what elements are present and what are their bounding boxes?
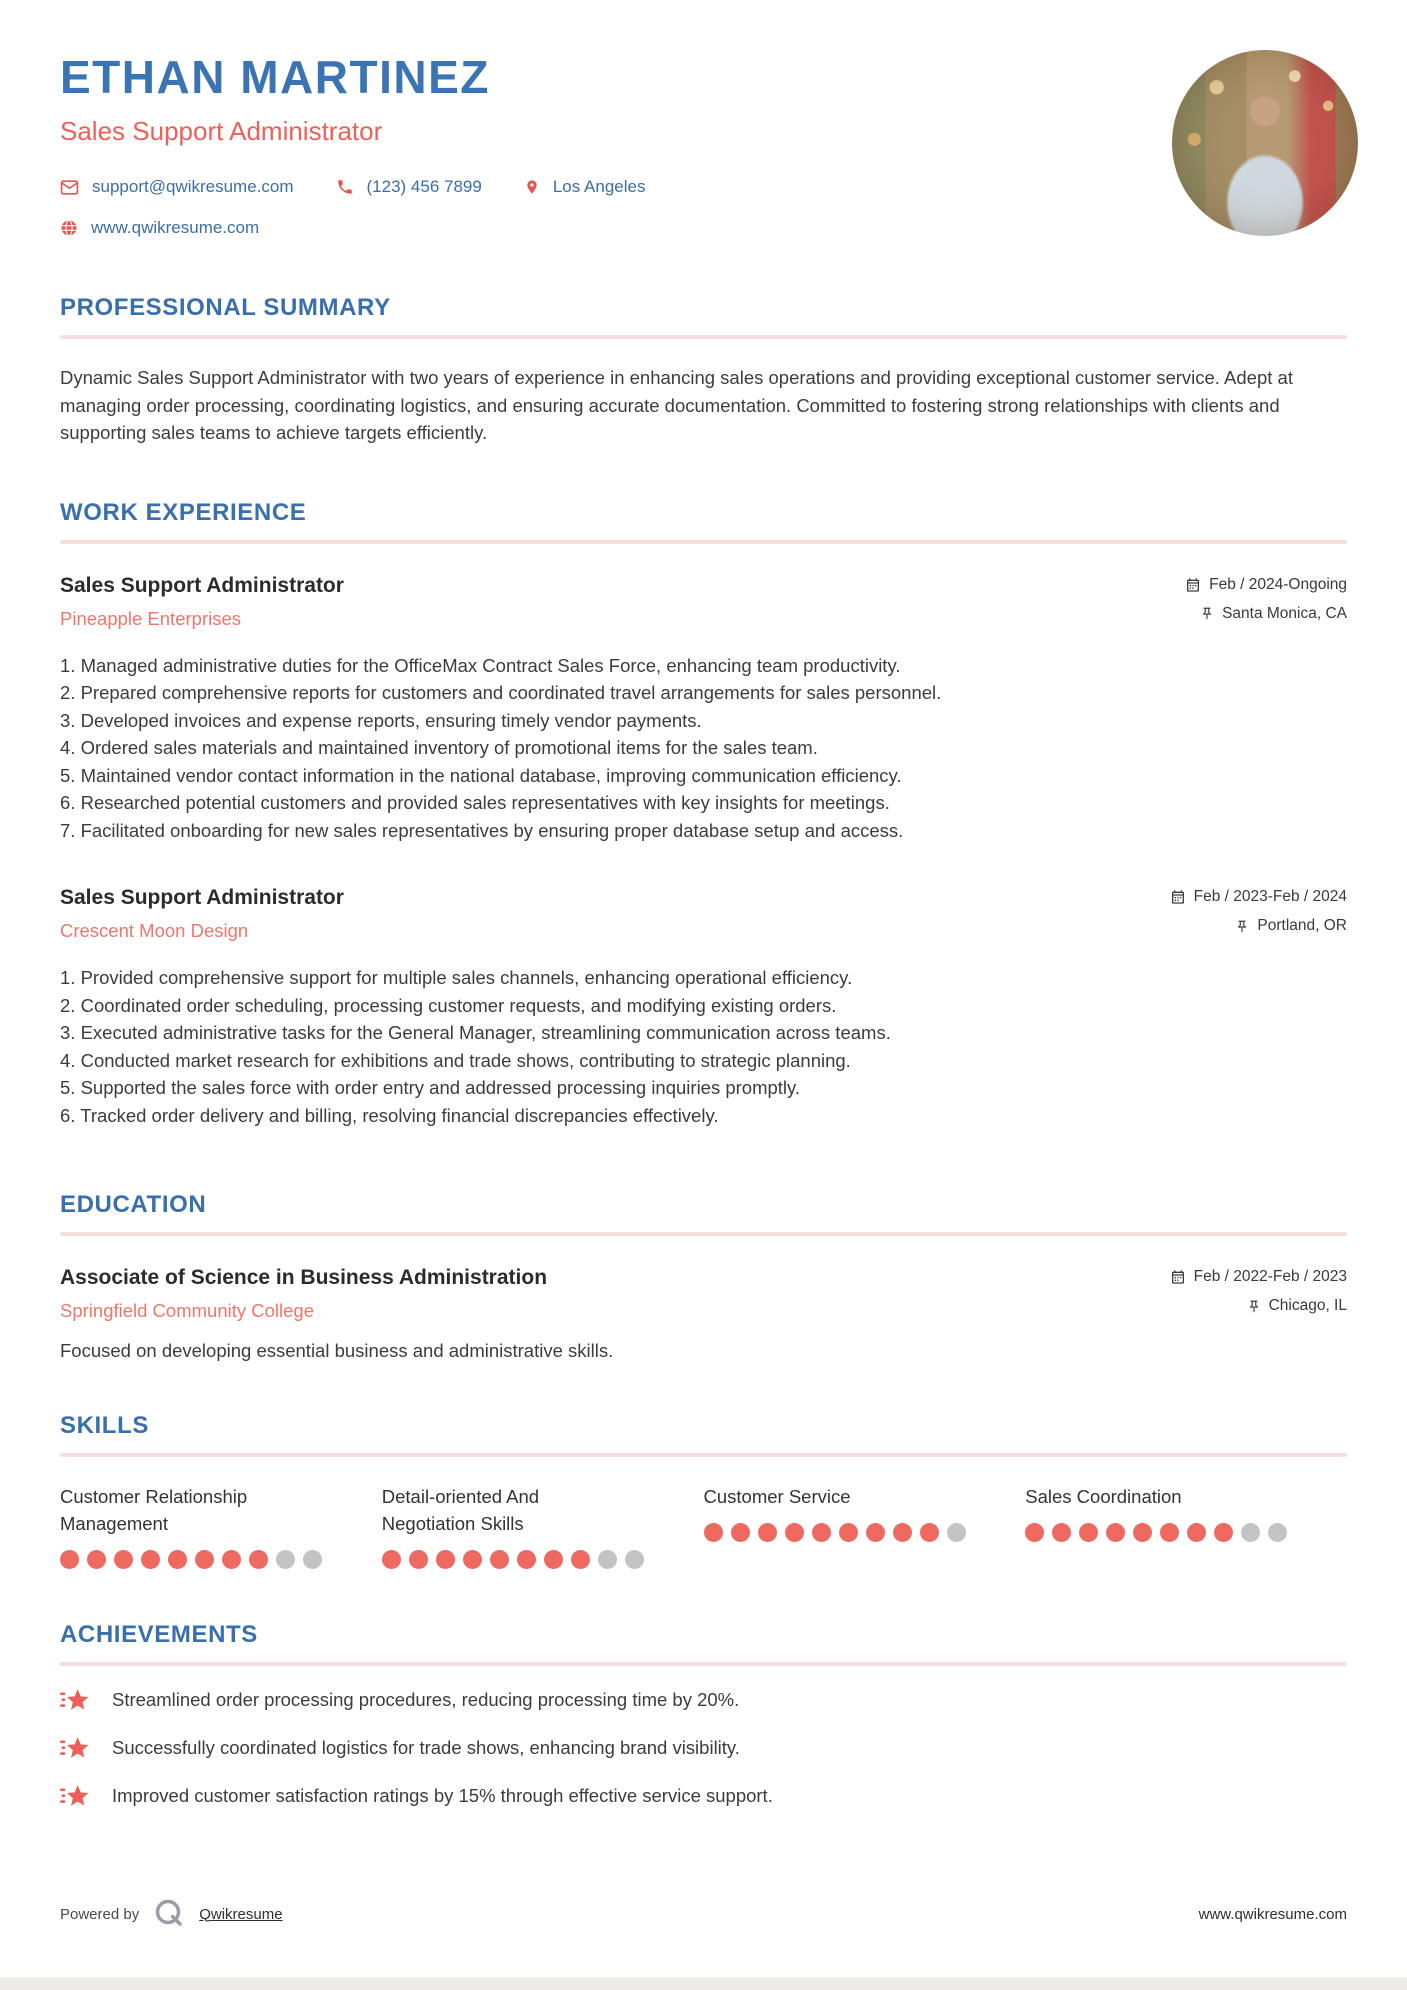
rating-dot-filled	[249, 1550, 268, 1569]
person-job-title: Sales Support Administrator	[60, 116, 383, 146]
education-entry	[60, 1266, 1347, 1362]
rating-dot-filled	[168, 1550, 187, 1569]
skills-heading: SKILLS	[60, 1412, 149, 1439]
person-name: ETHAN MARTINEZ	[60, 51, 490, 103]
phone-icon	[336, 178, 354, 196]
bullet-item: Managed administrative duties for the OfficeMax Contract Sales Force, enhancing team productivity.	[80, 654, 901, 676]
bullet-item: Provided comprehensive support for multiple sales channels, enhancing operational efficiency.	[80, 967, 853, 988]
contact-location	[524, 177, 646, 197]
section-divider	[60, 1453, 1347, 1457]
skill-name: Detail-oriented And Negotiation Skills	[381, 1486, 540, 1534]
rating-dot-filled	[839, 1523, 858, 1542]
rating-dot-filled	[1214, 1523, 1233, 1542]
rating-dot-filled	[195, 1550, 214, 1569]
shooting-star-icon	[60, 1734, 90, 1762]
job-header	[60, 574, 1347, 630]
section-divider	[60, 540, 1347, 544]
contact-phone[interactable]	[336, 177, 482, 197]
rating-dot-filled	[785, 1523, 804, 1542]
page-footer	[60, 1896, 1347, 1932]
summary-heading: PROFESSIONAL SUMMARY	[60, 294, 391, 321]
job-meta	[1185, 574, 1347, 623]
skill-rating	[60, 1550, 354, 1569]
bottom-strip	[0, 1977, 1407, 1990]
footer-brand-group	[60, 1896, 283, 1932]
education-heading: EDUCATION	[60, 1191, 207, 1218]
achievement-item	[60, 1686, 1347, 1714]
resume-header	[60, 0, 1347, 238]
rating-dot-filled	[490, 1550, 509, 1569]
profile-photo	[1172, 50, 1358, 236]
shooting-star-icon	[60, 1686, 90, 1714]
rating-dot-empty	[598, 1550, 617, 1569]
job-date-row	[1170, 888, 1347, 906]
bullet-item: Prepared comprehensive reports for customers and coordinated travel arrangements for sales personnel.	[80, 682, 942, 703]
achievements-list	[60, 1686, 1347, 1810]
footer-site-url: www.qwikresume.com	[1198, 1905, 1347, 1923]
job-company: Crescent Moon Design	[60, 920, 249, 941]
rating-dot-filled	[141, 1550, 160, 1569]
rating-dot-filled	[463, 1550, 482, 1569]
job-meta	[1170, 886, 1347, 935]
rating-dot-filled	[1052, 1523, 1071, 1542]
powered-by-label: Powered by	[60, 1905, 140, 1923]
q-mark-icon	[151, 1896, 187, 1932]
job-location: Santa Monica, CA	[1222, 604, 1347, 622]
bullet-item: Conducted market research for exhibitions and trade shows, contributing to strategic planning.	[80, 1049, 851, 1071]
job-entry-1	[60, 574, 1347, 845]
job-title: Sales Support Administrator	[60, 886, 344, 909]
job-location-row	[1200, 605, 1347, 623]
bullet-item: Researched potential customers and provided sales representatives with key insights for meetings.	[80, 792, 890, 813]
pushpin-icon	[1200, 606, 1214, 621]
rating-dot-empty	[625, 1550, 644, 1569]
contact-row	[60, 177, 1347, 197]
skill-item	[704, 1483, 1026, 1569]
calendar-icon	[1170, 1269, 1186, 1285]
bullet-item: Facilitated onboarding for new sales representatives by ensuring proper database setup and access.	[80, 819, 904, 841]
job-date: Feb / 2024-Ongoing	[1209, 575, 1347, 593]
pushpin-icon	[1247, 1299, 1261, 1314]
email-text: support@qwikresume.com	[92, 177, 294, 196]
rating-dot-filled	[731, 1523, 750, 1542]
achievements-heading: ACHIEVEMENTS	[60, 1621, 258, 1648]
section-divider	[60, 1662, 1347, 1666]
achievement-text: Successfully coordinated logistics for trade shows, enhancing brand visibility.	[112, 1737, 740, 1758]
rating-dot-filled	[758, 1523, 777, 1542]
contact-website[interactable]	[60, 218, 259, 238]
section-divider	[60, 1232, 1347, 1236]
rating-dot-empty	[276, 1550, 295, 1569]
section-professional-summary	[60, 294, 1347, 447]
rating-dot-filled	[1133, 1523, 1152, 1542]
achievement-text: Improved customer satisfaction ratings by 15% through effective service support.	[112, 1785, 773, 1806]
bullet-item: Coordinated order scheduling, processing customer requests, and modifying existing orders.	[80, 994, 837, 1016]
skill-rating	[704, 1523, 998, 1542]
calendar-icon	[1170, 889, 1186, 905]
rating-dot-filled	[60, 1550, 79, 1569]
rating-dot-filled	[409, 1550, 428, 1569]
section-achievements	[60, 1621, 1347, 1810]
rating-dot-filled	[812, 1523, 831, 1542]
skill-item	[60, 1483, 382, 1569]
calendar-icon	[1185, 577, 1201, 593]
section-divider	[60, 335, 1347, 339]
education-date: Feb / 2022-Feb / 2023	[1193, 1268, 1347, 1285]
globe-icon	[60, 219, 78, 237]
education-school: Springfield Community College	[60, 1300, 314, 1321]
education-location: Chicago, IL	[1268, 1297, 1347, 1314]
rating-dot-filled	[517, 1550, 536, 1569]
rating-dot-filled	[1079, 1523, 1098, 1542]
skill-rating	[382, 1550, 676, 1569]
job-company: Pineapple Enterprises	[60, 607, 241, 629]
section-skills	[60, 1412, 1347, 1569]
skill-item	[382, 1483, 704, 1569]
bullet-item: Ordered sales materials and maintained inventory of promotional items for the sales team.	[80, 737, 818, 758]
rating-dot-filled	[222, 1550, 241, 1569]
bullet-item: Maintained vendor contact information in the national database, improving communication efficiency.	[80, 764, 902, 786]
pushpin-icon	[1235, 919, 1249, 934]
rating-dot-filled	[436, 1550, 455, 1569]
achievement-text: Streamlined order processing procedures, reducing processing time by 20%.	[112, 1689, 740, 1710]
rating-dot-filled	[1025, 1523, 1044, 1542]
job-header	[60, 886, 1347, 942]
skill-name: Customer Relationship Management	[60, 1486, 248, 1534]
job-date-row	[1185, 576, 1347, 594]
shooting-star-icon	[60, 1782, 90, 1810]
bullet-item: Executed administrative tasks for the General Manager, streamlining communication across teams.	[80, 1022, 891, 1043]
rating-dot-filled	[866, 1523, 885, 1542]
brand-link[interactable]: Qwikresume	[199, 1905, 283, 1923]
location-text: Los Angeles	[552, 177, 646, 196]
skill-name: Sales Coordination	[1025, 1486, 1182, 1507]
rating-dot-filled	[893, 1523, 912, 1542]
education-header	[60, 1266, 1347, 1322]
rating-dot-filled	[571, 1550, 590, 1569]
job-date: Feb / 2023-Feb / 2024	[1193, 888, 1347, 905]
rating-dot-empty	[1241, 1523, 1260, 1542]
phone-text: (123) 456 7899	[366, 177, 482, 196]
rating-dot-filled	[114, 1550, 133, 1569]
job-bullet-list	[60, 652, 1347, 845]
section-education	[60, 1191, 1347, 1362]
job-location: Portland, OR	[1257, 917, 1347, 934]
bullet-item: Supported the sales force with order entry and addressed processing inquiries promptly.	[80, 1077, 801, 1098]
bullet-item: Tracked order delivery and billing, resolving financial discrepancies effectively.	[80, 1104, 719, 1126]
envelope-icon	[60, 178, 79, 197]
website-text: www.qwikresume.com	[91, 218, 260, 237]
skill-item	[1025, 1483, 1347, 1569]
education-meta	[1170, 1266, 1347, 1315]
section-work-experience	[60, 499, 1347, 1130]
education-date-row	[1170, 1268, 1347, 1286]
rating-dot-filled	[544, 1550, 563, 1569]
rating-dot-filled	[920, 1523, 939, 1542]
rating-dot-filled	[704, 1523, 723, 1542]
contact-email[interactable]	[60, 177, 294, 197]
rating-dot-empty	[303, 1550, 322, 1569]
website-row	[60, 218, 1347, 238]
map-pin-icon	[524, 178, 540, 196]
job-title: Sales Support Administrator	[60, 573, 344, 597]
education-location-row	[1247, 1297, 1347, 1315]
rating-dot-filled	[1160, 1523, 1179, 1542]
bullet-item: Developed invoices and expense reports, ensuring timely vendor payments.	[80, 709, 702, 731]
job-entry-2	[60, 886, 1347, 1129]
achievement-item	[60, 1734, 1347, 1762]
rating-dot-filled	[87, 1550, 106, 1569]
skill-name: Customer Service	[703, 1486, 851, 1507]
achievement-item	[60, 1782, 1347, 1810]
rating-dot-empty	[1268, 1523, 1287, 1542]
education-description: Focused on developing essential business and administrative skills.	[60, 1340, 614, 1361]
rating-dot-empty	[947, 1523, 966, 1542]
experience-heading: WORK EXPERIENCE	[60, 498, 307, 526]
rating-dot-filled	[382, 1550, 401, 1569]
job-bullet-list	[60, 964, 1347, 1129]
skill-rating	[1025, 1523, 1319, 1542]
rating-dot-filled	[1106, 1523, 1125, 1542]
job-location-row	[1235, 917, 1347, 935]
summary-text: Dynamic Sales Support Administrator with two years of experience in enhancing sales operations and providing exceptional customer service. Adept at managing order processing, coordinating logistics, and ensuring accurate documentation. Committed to fostering strong relationships with clients and supporting sales teams to achieve targets efficiently.	[60, 367, 1293, 443]
skills-grid	[60, 1483, 1347, 1569]
education-degree: Associate of Science in Business Administration	[60, 1266, 548, 1289]
rating-dot-filled	[1187, 1523, 1206, 1542]
